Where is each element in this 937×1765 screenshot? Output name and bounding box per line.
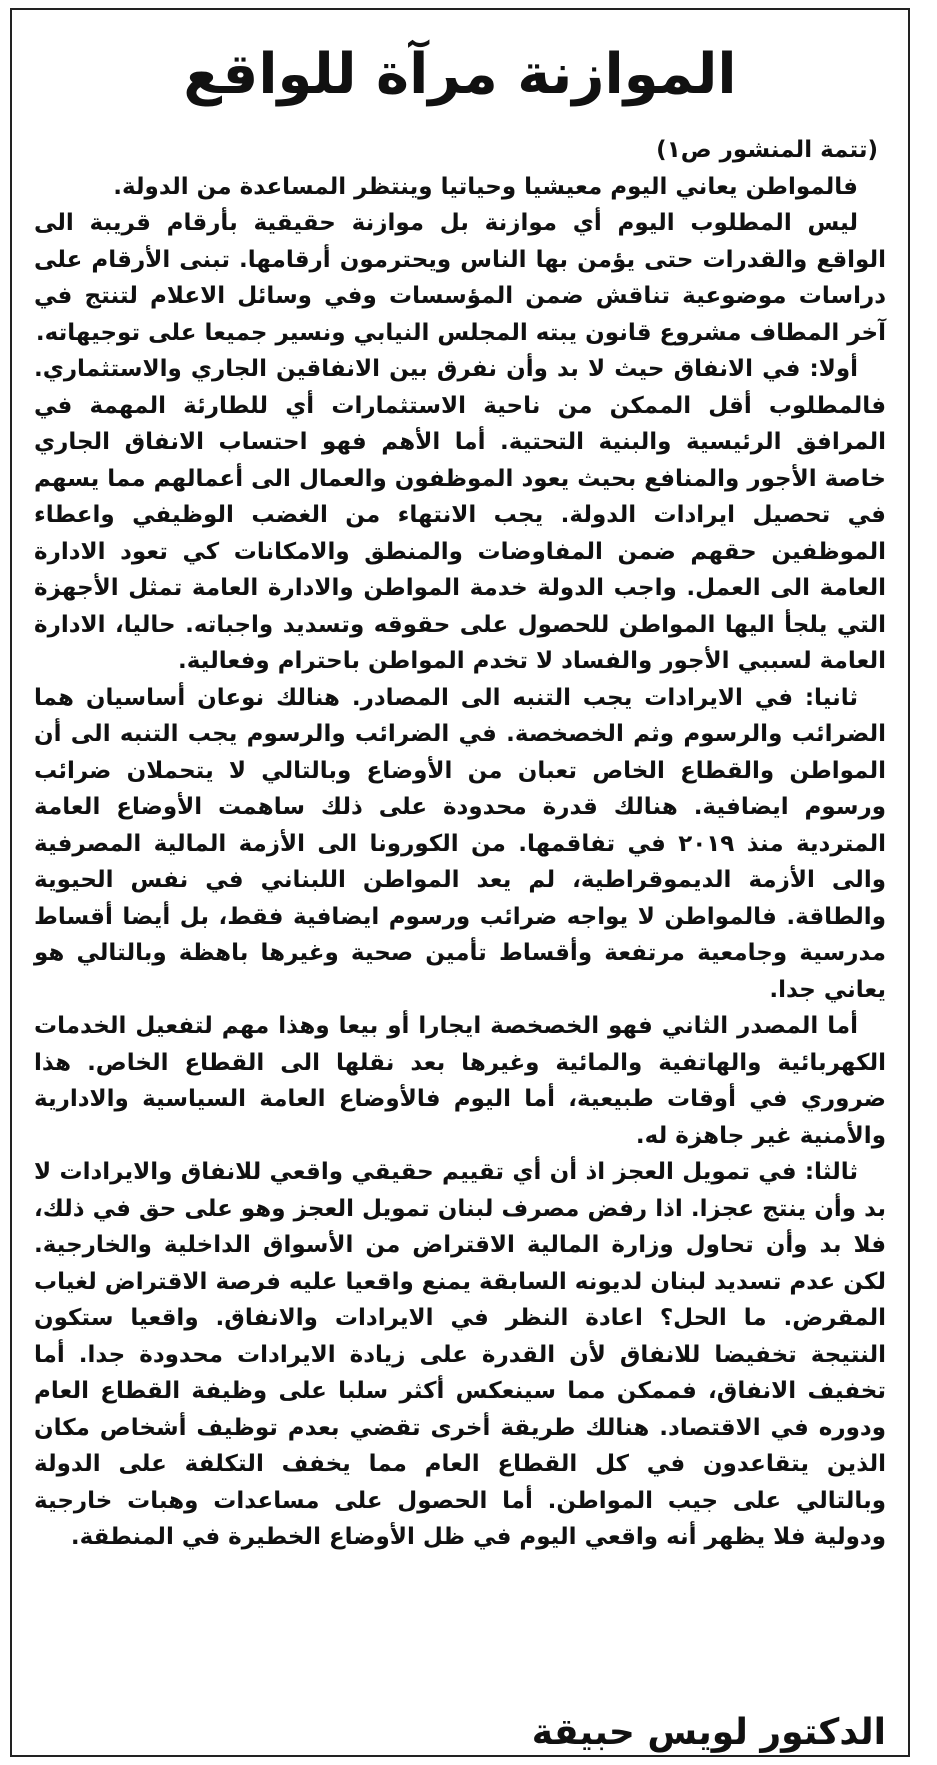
paragraph-privatization: أما المصدر الثاني فهو الخصخصة ايجارا أو بيعا وهذا مهم لتفعيل الخدمات الكهربائية والهاتفية والمائية وغيرها بعد نقلها الى القطاع الخاص. هذا ضروري في أوقات طبيعية، أما اليوم فالأوضاع العامة السياسية والادارية والأمنية غير جاهزة له. xyxy=(34,1013,886,1149)
paragraph-budget: ليس المطلوب اليوم أي موازنة بل موازنة حقيقية بأرقام قريبة الى الواقع والقدرات حتى يؤمن بها الناس ويحترمون أرقامها. تبنى الأرقام على دراسات موضوعية تناقش ضمن المؤسسات وفي وسائل الاعلام لتنتج في آخر المطاف مشروع قانون يبته المجلس النيابي ونسير جميعا على توجيهاته. xyxy=(34,210,886,346)
paragraph-intro: فالمواطن يعاني اليوم معيشيا وحياتيا وينتظر المساعدة من الدولة. xyxy=(113,173,858,200)
paragraph-spending: أولا: في الانفاق حيث لا بد وأن نفرق بين الانفاقين الجاري والاستثماري. فالمطلوب أقل الممكن من ناحية الاستثمارات أي للطارئة المهمة في المرافق الرئيسية والبنية التحتية. أما الأهم فهو احتساب الانفاق الجاري خاصة الأجور والمنافع بحيث يعود الموظفون والعمال الى أعمالهم مما يسهم في تحصيل ايرادات الدولة. يجب الانتهاء من الغضب الوظيفي واعطاء الموظفين حقهم ضمن المفاوضات والمنطق والامكانات كي تعود الادارة العامة الى العمل. واجب الدولة خدمة المواطن والادارة العامة تمثل الأجهزة التي يلجأ اليها المواطن للحصول على حقوقه وتسديد واجباته. حاليا، الادارة العامة لسببي الأجور والفساد لا تخدم المواطن باحترام وفعالية. xyxy=(34,356,886,674)
continuation-note: (تتمة المنشور ص١) xyxy=(656,137,878,163)
author-signature: الدكتور لويس حبيقة xyxy=(531,1712,886,1753)
paragraph-revenues: ثانيا: في الايرادات يجب التنبه الى المصادر. هنالك نوعان أساسيان هما الضرائب والرسوم وثم الخصخصة. في الضرائب والرسوم يجب التنبه الى أن المواطن والقطاع الخاص تعبان من الأوضاع وبالتالي لا يتحملان ضرائب ورسوم ايضافية. هنالك قدرة محدودة على ذلك ساهمت الأوضاع العامة المتردية منذ ٢٠١٩ في تفاقمها. من الكورونا الى الأزمة المالية المصرفية والى الأزمة الديموقراطية، لم يعد المواطن اللبناني في نفس الحيوية والطاقة. فالمواطن لا يواجه ضرائب ورسوم ايضافية فقط، بل أيضا أقساط مدرسية وجامعية مرتفعة وأقساط تأمين صحية وغيرها باهظة وبالتالي هو يعاني جدا. xyxy=(34,684,886,1003)
article-title: الموازنة مرآة للواقع xyxy=(183,42,737,107)
article-frame xyxy=(10,8,910,1757)
article-body xyxy=(34,132,886,1556)
paragraph-deficit: ثالثا: في تمويل العجز اذ أن أي تقييم حقيقي واقعي للانفاق والايرادات لا بد وأن ينتج عجزا. اذا رفض مصرف لبنان تمويل العجز وهو على حق في ذلك، فلا بد وأن تحاول وزارة المالية الاقتراض من الأسواق الداخلية والخارجية. لكن عدم تسديد لبنان لديونه السابقة يمنع واقعيا عليه فرصة الاقتراض لغياب المقرض. ما الحل؟ اعادة النظر في الايرادات والانفاق. واقعيا ستكون النتيجة تخفيضا للانفاق لأن القدرة على زيادة الايرادات محدودة جدا. أما تخفيف الانفاق، فممكن مما سينعكس أكثر سلبا على وظيفة القطاع العام ودوره في الاقتصاد. هنالك طريقة أخرى تقضي بعدم توظيف أشخاص مكان الذين يتقاعدون في كل القطاع العام مما يخفف التكلفة على الدولة وبالتالي على جيب المواطن. أما الحصول على مساعدات وهبات خارجية ودولية فلا يظهر أنه واقعي اليوم في ظل الأوضاع الخطيرة في المنطقة. xyxy=(34,1159,886,1550)
